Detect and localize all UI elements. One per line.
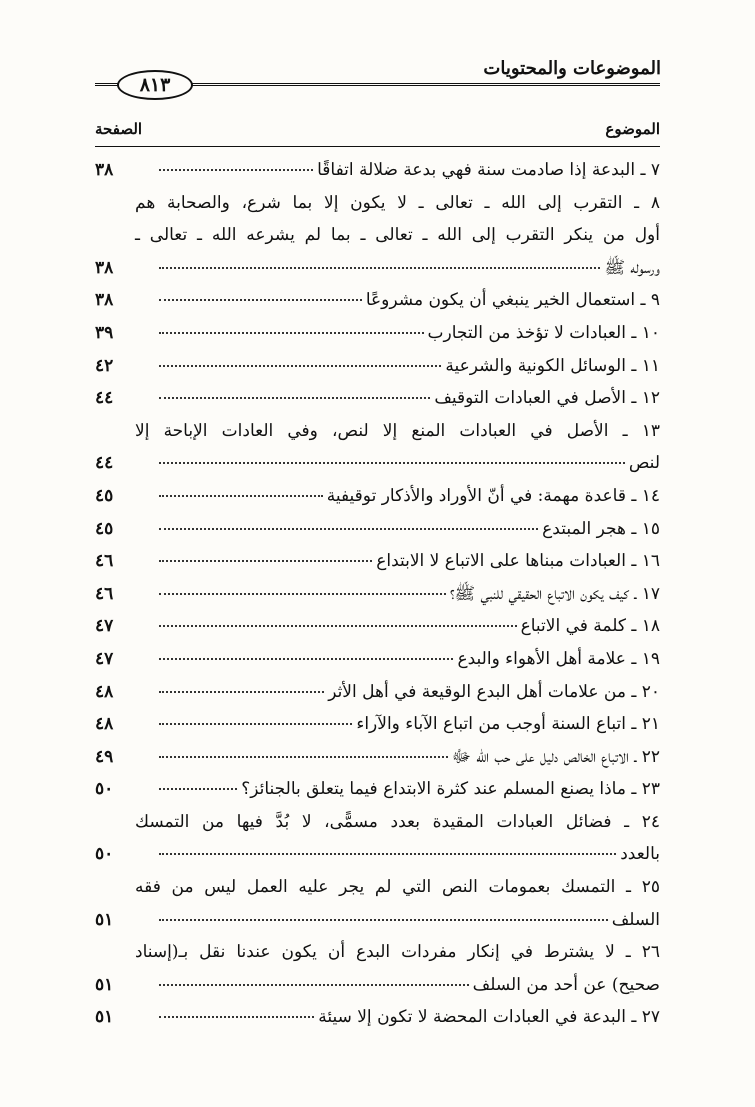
dot-leader <box>127 988 473 990</box>
toc-entry-text: لنص <box>628 453 660 474</box>
toc-entry <box>95 708 660 741</box>
toc-entry <box>95 773 660 806</box>
toc-entry-text: ١٤ ـ قاعدة مهمة: في أنّ الأوراد والأذكار توقيفية <box>326 485 660 506</box>
toc-entry-text: ٢١ ـ اتباع السنة أوجب من اتباع الآباء والآراء <box>356 714 660 735</box>
toc-entry-text: ١٣ ـ الأصل في العبادات المنع إلا لنص، وفي العادات الإباحة إلا <box>135 420 660 441</box>
toc-entry <box>95 513 660 546</box>
toc-entry <box>95 871 660 936</box>
toc-entry <box>95 187 660 285</box>
toc-entry <box>95 545 660 578</box>
toc-entry <box>95 415 660 480</box>
toc-page-number: ٣٩ <box>95 322 114 343</box>
toc-page-number: ٤٨ <box>95 714 114 735</box>
toc-entry-text: ٨ ـ التقرب إلى الله ـ تعالى ـ لا يكون إلا بما شرع، والصحابة هم <box>135 192 660 213</box>
toc-entry-text: ٧ ـ البدعة إذا صادمت سنة فهي بدعة ضلالة اتفاقًا <box>317 160 660 180</box>
toc-entry-text: ١٠ ـ العبادات لا تؤخذ من التجارب <box>427 322 660 343</box>
toc-page-number: ٥١ <box>95 1007 114 1028</box>
page-number-badge: ٨١٣ <box>117 70 193 100</box>
toc-page-number: ٤٩ <box>95 746 114 767</box>
dot-leader <box>127 792 241 794</box>
table-of-contents <box>95 154 660 1034</box>
toc-entry-text: ٢٦ ـ لا يشترط في إنكار مفردات البدع أن يكون عندنا نقل بـ(إسناد <box>135 942 660 963</box>
toc-entry-text: ورسوله ﷺ <box>604 257 660 278</box>
dot-leader <box>127 564 376 566</box>
toc-entry <box>95 936 660 1001</box>
toc-page-number: ٤٢ <box>95 355 114 376</box>
toc-page-number: ٤٥ <box>95 485 114 506</box>
dot-leader <box>127 369 445 371</box>
toc-entry-text: ١٢ ـ الأصل في العبادات التوقيف <box>434 388 660 409</box>
toc-page-number: ٤٤ <box>95 453 114 474</box>
dot-leader <box>127 303 366 305</box>
dot-leader <box>127 173 317 175</box>
toc-entry <box>95 610 660 643</box>
toc-entry-text: ١٥ ـ هجر المبتدع <box>542 518 660 539</box>
toc-entry-text: أول من ينكر التقرب إلى الله ـ تعالى ـ بما لم يشرعه الله ـ تعالى ـ <box>135 225 660 246</box>
toc-entry-text: ١٩ ـ علامة أهل الأهواء والبدع <box>457 648 660 669</box>
dot-leader <box>127 760 452 762</box>
dot-leader <box>127 597 450 599</box>
dot-leader <box>127 532 542 534</box>
dot-leader <box>127 629 521 631</box>
toc-entry-text: ١٧ ـ كيف يكون الاتباع الحقيقي للنبي ﷺ؟ <box>449 583 660 604</box>
toc-entry-text: السلف <box>611 909 660 930</box>
toc-entry-text: ٢٢ ـ الاتباع الخالص دليل على حب الله ﷻ <box>451 746 660 767</box>
toc-page-number: ٥٠ <box>95 844 114 865</box>
toc-page-number: ٤٦ <box>95 583 114 604</box>
dot-leader <box>127 662 457 664</box>
toc-entry <box>95 350 660 383</box>
toc-page-number: ٣٨ <box>95 160 114 180</box>
toc-entry <box>95 578 660 611</box>
dot-leader <box>127 1020 318 1022</box>
dot-leader <box>127 271 604 273</box>
toc-page-number: ٥٠ <box>95 779 114 800</box>
toc-entry <box>95 643 660 676</box>
toc-page-number: ٤٧ <box>95 616 114 637</box>
toc-entry-text: ٢٠ ـ من علامات أهل البدع الوقيعة في أهل الأثر <box>328 681 660 702</box>
toc-entry <box>95 741 660 774</box>
dot-leader <box>127 499 327 501</box>
toc-entry-text: ١٦ ـ العبادات مبناها على الاتباع لا الابتداع <box>376 551 660 572</box>
toc-entry <box>95 154 660 187</box>
toc-page-number: ٤٦ <box>95 551 114 572</box>
toc-entry-text: ٩ ـ استعمال الخير ينبغي أن يكون مشروعًا <box>365 290 660 311</box>
dot-leader <box>127 695 328 697</box>
toc-entry <box>95 284 660 317</box>
toc-entry <box>95 806 660 871</box>
running-title: الموضوعات والمحتويات <box>483 58 661 79</box>
toc-entry <box>95 1001 660 1034</box>
dot-leader <box>127 923 612 925</box>
toc-page-number: ٤٧ <box>95 648 114 669</box>
toc-entry-text: ١٨ ـ كلمة في الاتباع <box>520 616 660 637</box>
toc-entry <box>95 317 660 350</box>
toc-page-number: ٤٤ <box>95 388 114 409</box>
toc-entry <box>95 382 660 415</box>
column-heading-rule <box>95 146 660 147</box>
toc-page-number: ٣٨ <box>95 290 114 311</box>
column-heading-page: الصفحة <box>95 120 143 138</box>
toc-entry-text: ٢٣ ـ ماذا يصنع المسلم عند كثرة الابتداع فيما يتعلق بالجنائز؟ <box>241 779 660 800</box>
dot-leader <box>127 466 629 468</box>
toc-page-number: ٣٨ <box>95 257 114 278</box>
dot-leader <box>127 401 434 403</box>
toc-entry-text: ٢٧ ـ البدعة في العبادات المحضة لا تكون إلا سيئة <box>318 1007 660 1028</box>
toc-entry-text: بالعدد <box>620 844 660 865</box>
toc-page-number: ٥١ <box>95 909 114 930</box>
toc-entry-text: ١١ ـ الوسائل الكونية والشرعية <box>445 355 660 376</box>
column-heading-topic: الموضوع <box>605 120 660 138</box>
toc-page-number: ٤٥ <box>95 518 114 539</box>
toc-page-number: ٥١ <box>95 974 114 995</box>
toc-entry <box>95 676 660 709</box>
toc-entry <box>95 480 660 513</box>
toc-entry-text: ٢٥ ـ التمسك بعمومات النص التي لم يجر عليه العمل ليس من فقه <box>135 877 660 898</box>
toc-entry-text: ٢٤ ـ فضائل العبادات المقيدة بعدد مسمًّى، لا بُدَّ فيها من التمسك <box>135 811 660 832</box>
toc-page-number: ٤٨ <box>95 681 114 702</box>
toc-entry-text: صحيح) عن أحد من السلف <box>472 974 660 995</box>
dot-leader <box>127 857 620 859</box>
dot-leader <box>127 336 428 338</box>
dot-leader <box>127 727 356 729</box>
